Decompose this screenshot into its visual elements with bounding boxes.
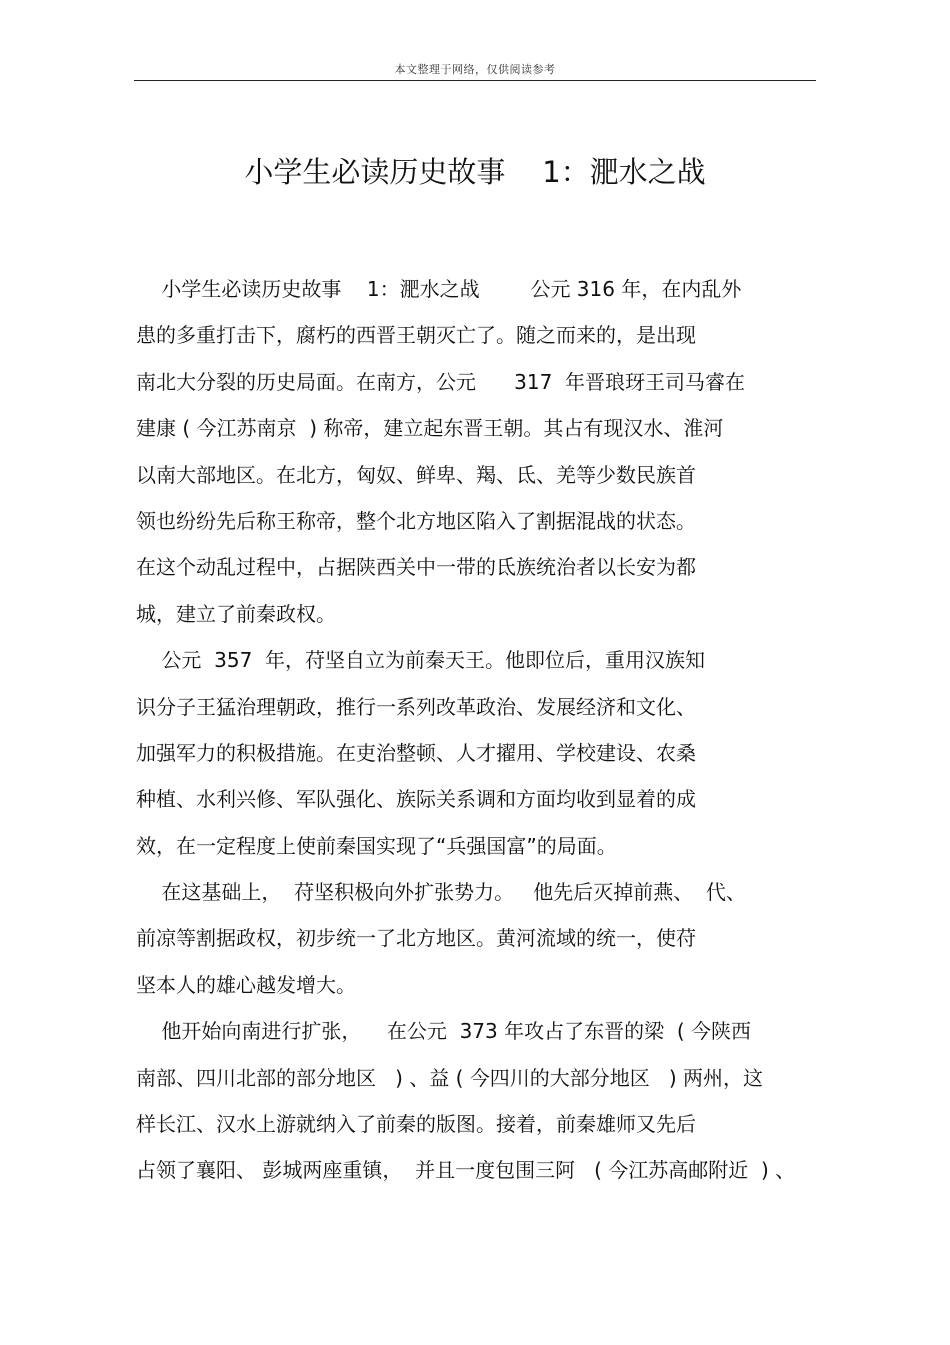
text-line: 城，建立了前秦政权。 — [136, 601, 336, 626]
text-line: 在这基础上， 苻坚积极向外扩张势力。 他先后灭掉前燕、 代、 — [136, 880, 746, 905]
document-title: 小学生必读历史故事 1：淝水之战 — [244, 155, 706, 189]
text-line: 坚本人的雄心越发增大。 — [136, 972, 356, 997]
text-line: 以南大部地区。在北方，匈奴、鲜卑、羯、氐、羌等少数民族首 — [136, 462, 696, 487]
text-line: 建康 ( 今江苏南京 ) 称帝，建立起东晋王朝。其占有现汉水、淮河 — [136, 416, 724, 441]
text-line: 南部、四川北部的部分地区 ) 、益 ( 今四川的大部分地区 ) 两州，这 — [136, 1065, 763, 1090]
document-body — [136, 266, 836, 1194]
page-header — [134, 58, 816, 81]
text-line: 种植、水利兴修、军队强化、族际关系调和方面均收到显着的成 — [136, 787, 696, 812]
text-line: 领也纷纷先后称王称帝，整个北方地区陷入了割据混战的状态。 — [136, 508, 696, 533]
text-line: 前凉等割据政权，初步统一了北方地区。黄河流域的统一，使苻 — [136, 926, 696, 951]
text-line: 样长江、汉水上游就纳入了前秦的版图。接着，前秦雄师又先后 — [136, 1112, 696, 1137]
header-note: 本文整理于网络，仅供阅读参考 — [394, 63, 556, 76]
text-line: 加强军力的积极措施。在吏治整顿、人才擢用、学校建设、农桑 — [136, 740, 696, 765]
text-line: 在这个动乱过程中，占据陕西关中一带的氐族统治者以长安为都 — [136, 555, 696, 580]
text-line: 小学生必读历史故事 1：淝水之战 公元 316 年，在内乱外 — [136, 277, 742, 301]
text-line: 南北大分裂的历史局面。在南方，公元 317 年晋琅玡王司马睿在 — [136, 369, 746, 394]
text-line: 公元 357 年，苻坚自立为前秦天王。他即位后，重用汉族知 — [136, 648, 706, 673]
text-line: 识分子王猛治理朝政，推行一系列改革政治、发展经济和文化、 — [136, 694, 696, 719]
text-line: 患的多重打击下，腐朽的西晋王朝灭亡了。随之而来的，是出现 — [136, 323, 696, 348]
text-line: 占领了襄阳、 彭城两座重镇， 并且一度包围三阿 ( 今江苏高邮附近 ) 、 — [136, 1158, 796, 1183]
text-line: 效，在一定程度上使前秦国实现了“兵强国富”的局面。 — [136, 833, 617, 858]
text-line: 他开始向南进行扩张， 在公元 373 年攻占了东晋的梁 ( 今陕西 — [136, 1019, 751, 1044]
